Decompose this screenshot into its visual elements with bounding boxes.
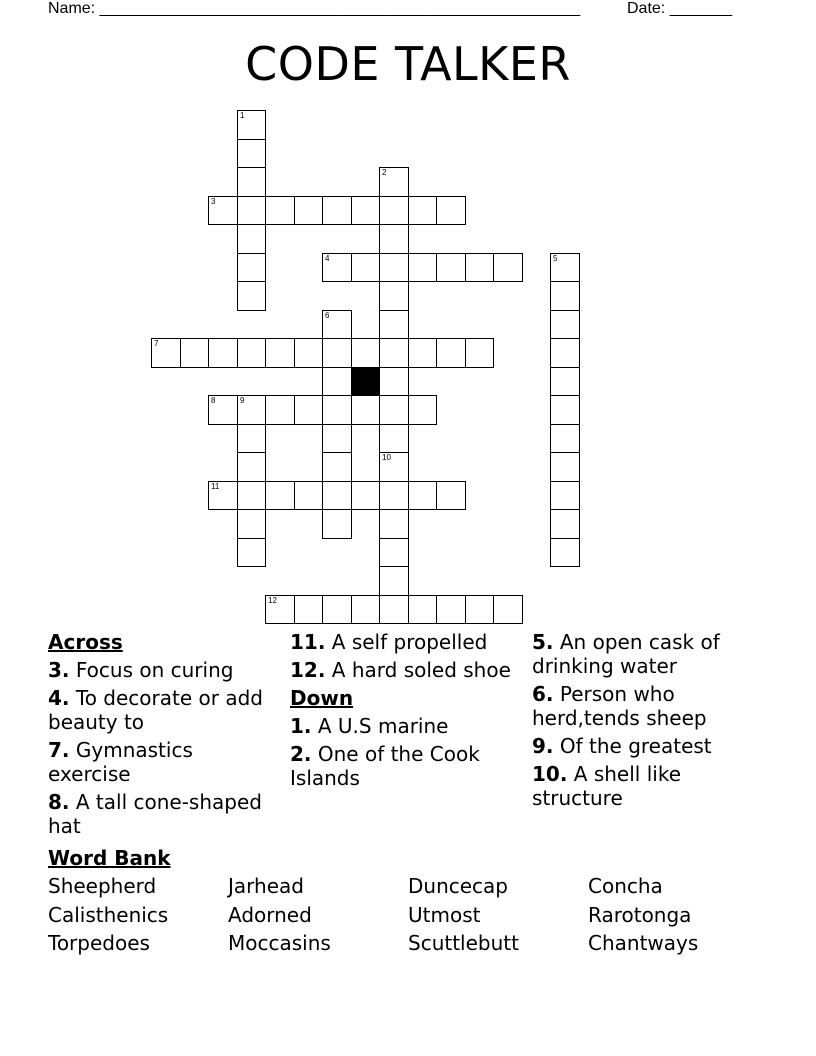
word-bank-item: Concha (588, 874, 663, 898)
clue-text: One of the Cook Islands (290, 742, 480, 790)
clue-across-12 (290, 658, 515, 682)
clue-number: 10. (532, 762, 568, 786)
grid-cell[interactable] (550, 424, 580, 453)
grid-cell[interactable] (322, 338, 352, 368)
clue-text: An open cask of drinking water (532, 630, 720, 678)
clue-number: 5. (532, 630, 554, 654)
word-bank-item: Jarhead (228, 874, 304, 898)
grid-cell[interactable] (436, 481, 466, 510)
header (0, 0, 816, 20)
clue-text: A self propelled (331, 630, 488, 654)
grid-cell[interactable] (294, 595, 323, 624)
grid-cell[interactable] (379, 452, 409, 482)
word-bank-item: Calisthenics (48, 903, 169, 927)
grid-cell[interactable] (379, 566, 409, 596)
word-bank-item: Sheepherd (48, 874, 157, 898)
grid-cell[interactable] (550, 452, 580, 482)
grid-cell[interactable] (237, 452, 266, 482)
clue-column-3 (532, 630, 747, 814)
grid-cell[interactable] (322, 595, 352, 624)
grid-cell[interactable] (465, 595, 494, 624)
grid-cell[interactable] (237, 509, 266, 539)
grid-cell[interactable] (379, 367, 409, 396)
grid-cell[interactable] (322, 424, 352, 453)
clue-across-7 (48, 738, 273, 786)
grid-cell[interactable] (322, 196, 352, 225)
grid-cell[interactable] (237, 338, 266, 368)
clue-across-11 (290, 630, 515, 654)
clue-number-label: 11 (211, 482, 220, 491)
grid-cell[interactable] (436, 338, 466, 368)
grid-cell[interactable] (237, 196, 266, 225)
grid-cell[interactable] (351, 481, 380, 510)
word-bank-item: Moccasins (228, 931, 331, 955)
grid-cell[interactable] (550, 538, 580, 567)
clue-down-1 (290, 714, 515, 738)
clue-number: 8. (48, 790, 70, 814)
grid-cell[interactable] (465, 253, 494, 282)
grid-cell[interactable] (379, 509, 409, 539)
grid-cell[interactable] (379, 310, 409, 339)
grid-cell[interactable] (550, 481, 580, 510)
clue-number-label: 9 (240, 396, 245, 405)
grid-cell[interactable] (379, 167, 409, 197)
grid-cell[interactable] (550, 281, 580, 311)
grid-cell[interactable] (436, 196, 466, 225)
grid-cell[interactable] (322, 509, 352, 539)
clue-across-8 (48, 790, 273, 838)
clue-down-6 (532, 682, 747, 730)
word-bank-item: Torpedoes (48, 931, 150, 955)
clue-number-label: 2 (382, 168, 387, 177)
clue-text: A tall cone-shaped hat (48, 790, 262, 838)
clue-text: Gymnastics exercise (48, 738, 193, 786)
grid-cell[interactable] (237, 424, 266, 453)
grid-cell[interactable] (151, 338, 181, 368)
clue-number-label: 8 (211, 396, 216, 405)
grid-cell[interactable] (550, 367, 580, 396)
grid-cell[interactable] (237, 167, 266, 197)
grid-cell[interactable] (408, 338, 437, 368)
grid-cell[interactable] (265, 196, 295, 225)
grid-cell[interactable] (379, 538, 409, 567)
grid-cell[interactable] (408, 395, 437, 425)
puzzle-title: CODE TALKER (245, 37, 571, 91)
grid-cell[interactable] (237, 139, 266, 168)
grid-cell[interactable] (322, 253, 352, 282)
clue-number: 7. (48, 738, 70, 762)
grid-cell[interactable] (465, 338, 494, 368)
grid-cell[interactable] (379, 595, 409, 624)
grid-cell[interactable] (550, 253, 580, 282)
grid-cell[interactable] (180, 338, 209, 368)
grid-block-cell (351, 367, 380, 396)
clue-number-label: 6 (325, 311, 330, 320)
grid-cell[interactable] (550, 509, 580, 539)
clue-text: Of the greatest (559, 734, 712, 758)
grid-cell[interactable] (351, 196, 380, 225)
grid-cell[interactable] (208, 338, 238, 368)
clue-number: 1. (290, 714, 312, 738)
grid-cell[interactable] (322, 310, 352, 339)
grid-cell[interactable] (379, 338, 409, 368)
grid-cell[interactable] (237, 224, 266, 254)
clue-column-2 (290, 630, 515, 794)
grid-cell[interactable] (294, 481, 323, 510)
grid-cell[interactable] (379, 253, 409, 282)
clue-number-label: 4 (325, 254, 330, 263)
grid-cell[interactable] (379, 481, 409, 510)
grid-cell[interactable] (408, 253, 437, 282)
name-field-label[interactable]: Name: ______________________________________________________ (48, 0, 581, 17)
grid-cell[interactable] (265, 395, 295, 425)
grid-cell[interactable] (379, 224, 409, 254)
grid-cell[interactable] (237, 538, 266, 567)
grid-cell[interactable] (351, 595, 380, 624)
grid-cell[interactable] (322, 367, 352, 396)
grid-cell[interactable] (351, 395, 380, 425)
grid-cell[interactable] (237, 281, 266, 311)
clue-down-9 (532, 734, 747, 758)
clue-number-label: 10 (382, 453, 391, 462)
word-bank-item: Duncecap (408, 874, 508, 898)
clue-number-label: 5 (553, 254, 558, 263)
grid-cell[interactable] (208, 481, 238, 510)
grid-cell[interactable] (322, 481, 352, 510)
grid-cell[interactable] (351, 338, 380, 368)
grid-cell[interactable] (208, 395, 238, 425)
grid-cell[interactable] (379, 196, 409, 225)
grid-cell[interactable] (237, 481, 266, 510)
grid-cell[interactable] (493, 595, 523, 624)
clue-number-label: 3 (211, 197, 216, 206)
grid-cell[interactable] (379, 281, 409, 311)
word-bank-title: Word Bank (48, 846, 171, 870)
grid-cell[interactable] (379, 424, 409, 453)
grid-cell[interactable] (237, 395, 266, 425)
grid-cell[interactable] (322, 452, 352, 482)
date-field-label[interactable]: Date: _______ (627, 0, 732, 17)
grid-cell[interactable] (322, 395, 352, 425)
clue-number: 12. (290, 658, 326, 682)
grid-cell[interactable] (493, 253, 523, 282)
grid-cell[interactable] (550, 310, 580, 339)
clue-down-2 (290, 742, 515, 790)
grid-cell[interactable] (408, 196, 437, 225)
grid-cell[interactable] (265, 338, 295, 368)
clue-down-5 (532, 630, 747, 678)
grid-cell[interactable] (436, 595, 466, 624)
word-bank-item: Utmost (408, 903, 481, 927)
clue-number-label: 7 (154, 339, 159, 348)
grid-cell[interactable] (208, 196, 238, 225)
grid-cell[interactable] (351, 253, 380, 282)
clue-number-label: 1 (240, 111, 245, 120)
clue-text: Focus on curing (75, 658, 234, 682)
grid-cell[interactable] (265, 595, 295, 624)
clue-across-4 (48, 686, 273, 734)
clue-number: 6. (532, 682, 554, 706)
grid-cell[interactable] (294, 395, 323, 425)
down-heading: Down (290, 686, 354, 710)
grid-cell[interactable] (550, 395, 580, 425)
grid-cell[interactable] (436, 253, 466, 282)
clue-across-3 (48, 658, 273, 682)
clue-down-10 (532, 762, 747, 810)
clue-column-1 (48, 630, 273, 842)
clue-number: 11. (290, 630, 326, 654)
clue-number: 3. (48, 658, 70, 682)
word-bank-item: Adorned (228, 903, 312, 927)
grid-cell[interactable] (408, 481, 437, 510)
clue-text: To decorate or add beauty to (48, 686, 263, 734)
across-heading: Across (48, 630, 123, 654)
clue-number: 9. (532, 734, 554, 758)
grid-cell[interactable] (408, 595, 437, 624)
clue-text: A hard soled shoe (331, 658, 511, 682)
grid-cell[interactable] (237, 253, 266, 282)
clue-text: Person who herd,tends sheep (532, 682, 707, 730)
clue-number-label: 12 (268, 596, 277, 605)
word-bank-item: Rarotonga (588, 903, 692, 927)
clue-number: 2. (290, 742, 312, 766)
word-bank-item: Scuttlebutt (408, 931, 519, 955)
word-bank-item: Chantways (588, 931, 699, 955)
grid-cell[interactable] (379, 395, 409, 425)
grid-cell[interactable] (550, 338, 580, 368)
clue-number: 4. (48, 686, 70, 710)
clue-text: A U.S marine (317, 714, 449, 738)
clue-text: A shell like structure (532, 762, 681, 810)
grid-cell[interactable] (294, 338, 323, 368)
grid-cell[interactable] (237, 110, 266, 140)
grid-cell[interactable] (294, 196, 323, 225)
grid-cell[interactable] (265, 481, 295, 510)
